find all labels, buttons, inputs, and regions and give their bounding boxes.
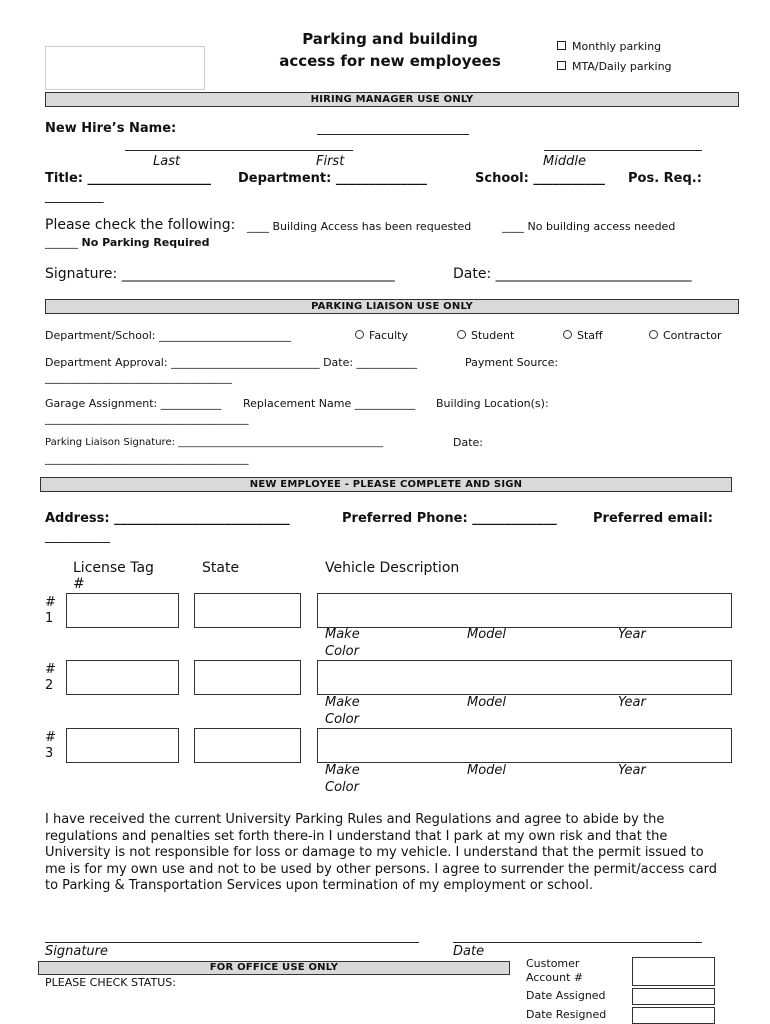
date-assigned-input[interactable] [632,988,715,1005]
new-hire-name-label: New Hire’s Name: [45,121,177,136]
staff-radio[interactable] [563,329,603,342]
vehicle-description-input-2[interactable] [317,660,732,695]
radio-icon[interactable] [563,330,572,339]
no-parking-label: No Parking Required [81,236,210,249]
staff-label: Staff [577,329,603,342]
state-header: State [202,560,240,576]
garage-assignment-field[interactable]: Garage Assignment: ___________ [45,397,222,410]
checkbox-icon[interactable] [557,41,566,50]
date-resigned-input[interactable] [632,1007,715,1024]
replacement-name-field[interactable]: Replacement Name ___________ [243,397,416,410]
last-name-line[interactable] [125,150,353,151]
middle-label: Middle [543,154,586,169]
monthly-parking-label: Monthly parking [572,40,662,53]
monthly-parking-option[interactable] [557,40,661,53]
department-field[interactable] [238,171,427,186]
liaison-signature-field[interactable]: Parking Liaison Signature: _________________________________________ [45,437,384,448]
model-label: Model [467,627,507,642]
year-label: Year [618,695,646,710]
preferred-phone-field[interactable]: Preferred Phone: _____________ [342,511,557,526]
employee-signature-line[interactable] [45,942,419,943]
no-parking-required-option[interactable] [45,236,210,249]
checkbox-icon[interactable] [557,61,566,70]
building-location-label: Building Location(s): [436,397,549,410]
vehicle-description-input-1[interactable] [317,593,732,628]
customer-label: Customer [526,957,580,970]
liaison-date-label: Date: [453,436,483,449]
manager-date-field[interactable]: Date: ____________________________ [453,266,692,282]
building-location-field[interactable]: _____________________________________ [45,412,249,425]
vehicle-description-input-3[interactable] [317,728,732,763]
mta-daily-parking-label: MTA/Daily parking [572,60,672,73]
logo-placeholder [45,46,205,90]
middle-name-line[interactable] [544,150,702,151]
vehicle-row-1-hash: # [45,595,56,610]
contractor-label: Contractor [663,329,722,342]
model-label: Model [467,695,507,710]
last-label: Last [153,154,181,169]
preferred-email-field[interactable]: __________ [45,529,110,544]
faculty-label: Faculty [369,329,408,342]
color-label: Color [325,644,359,659]
title-field[interactable] [45,171,211,186]
pos-req-field[interactable]: _________ [45,189,104,204]
color-label: Color [325,712,359,727]
payment-source-field[interactable]: __________________________________ [45,371,232,384]
department-approval-field[interactable]: Department Approval: ___________________________ Date: ___________ [45,356,418,369]
department-school-field[interactable]: Department/School: ________________________ [45,329,291,342]
date-resigned-label: Date Resigned [526,1008,607,1021]
state-input-1[interactable] [194,593,301,628]
contractor-radio[interactable] [649,329,722,342]
date-label: Date [453,944,485,959]
color-label: Color [325,780,359,795]
no-building-access-option[interactable]: ____ No building access needed [502,220,676,233]
parking-liaison-section-bar: PARKING LIAISON USE ONLY [45,299,739,314]
vehicle-row-2-hash: # [45,662,56,677]
vehicle-row-1-number: 1 [45,611,54,626]
school-label: School: ___________ [475,171,605,186]
customer-account-input[interactable] [632,957,715,986]
license-tag-input-3[interactable] [66,728,179,763]
first-name-line[interactable] [317,134,469,135]
title-label: Title: ___________________ [45,171,212,186]
radio-icon[interactable] [457,330,466,339]
preferred-email-label: Preferred email: [593,511,713,526]
employee-date-line[interactable] [453,942,702,943]
payment-source-label: Payment Source: [465,356,559,369]
signature-label: Signature [45,944,109,959]
make-label: Make [325,763,360,778]
make-label: Make [325,627,360,642]
student-radio[interactable] [457,329,514,342]
first-label: First [316,154,345,169]
year-label: Year [618,627,646,642]
no-parking-blank: ______ [45,236,78,249]
radio-icon[interactable] [649,330,658,339]
manager-signature-field[interactable]: Signature: _______________________________________ [45,266,395,282]
pos-req-label: Pos. Req.: [628,171,702,186]
address-field[interactable]: Address: ___________________________ [45,511,290,526]
hiring-manager-section-bar: HIRING MANAGER USE ONLY [45,92,739,107]
form-title [265,28,515,72]
liaison-date-field[interactable]: _____________________________________ [45,452,249,465]
vehicle-description-header: Vehicle Description [325,560,460,576]
title-line-2: access for new employees [279,52,501,70]
office-use-section-bar: FOR OFFICE USE ONLY [38,961,510,975]
license-tag-header: License Tag [73,560,154,576]
check-following-label: Please check the following: [45,217,236,233]
date-assigned-label: Date Assigned [526,989,606,1002]
state-input-3[interactable] [194,728,301,763]
mta-daily-parking-option[interactable] [557,60,672,73]
account-number-label: Account # [526,971,584,984]
vehicle-row-2-number: 2 [45,678,54,693]
vehicle-row-3-hash: # [45,730,56,745]
license-tag-input-1[interactable] [66,593,179,628]
year-label: Year [618,763,646,778]
vehicle-row-3-number: 3 [45,746,54,761]
model-label: Model [467,763,507,778]
student-label: Student [471,329,515,342]
faculty-radio[interactable] [355,329,408,342]
new-employee-section-bar: NEW EMPLOYEE - PLEASE COMPLETE AND SIGN [40,477,732,492]
check-status-label: PLEASE CHECK STATUS: [45,976,176,989]
department-label: Department: ______________ [238,171,427,186]
make-label: Make [325,695,360,710]
title-line-1: Parking and building [302,30,478,48]
license-tag-hash-header: # [73,576,85,592]
agreement-paragraph: I have received the current University Parking Rules and Regulations and agree to abide by the regulations and penalties set forth there-in I understand that I park at my own risk and that the University is not responsible for loss or damage to my vehicle. I understand that the permit issued to me is for my own use and not to be used by other persons. I agree to surrender the permit/access card to Parking & Transportation Services upon termination of my employment or school. [45,812,718,893]
radio-icon[interactable] [355,330,364,339]
school-field[interactable] [475,171,605,186]
license-tag-input-2[interactable] [66,660,179,695]
building-access-requested-option[interactable]: ____ Building Access has been requested [247,220,472,233]
state-input-2[interactable] [194,660,301,695]
